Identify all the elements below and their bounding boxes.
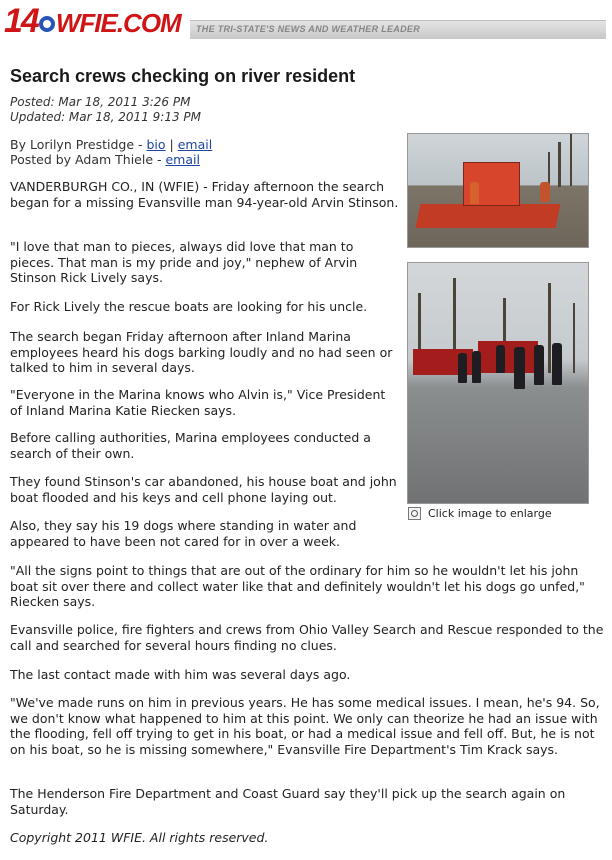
byline-author [10, 137, 212, 152]
magnify-icon [408, 507, 421, 520]
copyright: Copyright 2011 WFIE. All rights reserved. [10, 830, 269, 845]
paragraph: VANDERBURGH CO., IN (WFIE) - Friday afternoon the search began for a missing Evansville man 94-year-old Arvin Stinson. [10, 179, 399, 210]
updated-date: Updated: Mar 18, 2011 9:13 PM [10, 110, 201, 124]
fire-crew-photo[interactable] [407, 262, 589, 504]
paragraph: For Rick Lively the rescue boats are looking for his uncle. [10, 299, 368, 314]
site-logo[interactable] [4, 4, 181, 38]
site-header [0, 0, 612, 42]
logo-number: 14 [4, 2, 38, 40]
enlarge-caption: Click image to enlarge [428, 507, 552, 520]
paragraph: "All the signs point to things that are out of the ordinary for him so he wouldn't let his john boat sit over there and collect water like that and definitely wouldn't let his dogs go unfed," Riecken says. [10, 563, 585, 609]
eye-icon [39, 16, 55, 32]
article-title: Search crews checking on river resident [10, 66, 356, 86]
tagline: THE TRI-STATE'S NEWS AND WEATHER LEADER [196, 24, 420, 34]
posted-date: Posted: Mar 18, 2011 3:26 PM [10, 95, 191, 109]
paragraph: The last contact made with him was several days ago. [10, 667, 351, 682]
paragraph: "I love that man to pieces, always did love that man to pieces. That man is my pride and joy," nephew of Arvin Stinson Rick Lively says. [10, 239, 358, 285]
byline-author-text: By Lorilyn Prestidge - [10, 137, 147, 152]
paragraph: Before calling authorities, Marina employees conducted a search of their own. [10, 430, 371, 461]
logo-name: WFIE.COM [55, 8, 181, 38]
paragraph: The Henderson Fire Department and Coast Guard say they'll pick up the search again on Saturday. [10, 786, 566, 817]
author-email-link[interactable]: email [177, 137, 213, 152]
byline-separator: | [165, 137, 178, 152]
byline-poster-text: Posted by Adam Thiele - [10, 152, 166, 167]
paragraph: They found Stinson's car abandoned, his house boat and john boat flooded and his keys and cell phone laying out. [10, 474, 397, 505]
bio-link[interactable]: bio [146, 137, 166, 152]
paragraph: Evansville police, fire fighters and crews from Ohio Valley Search and Rescue responded to the call and searched for several hours finding no clues. [10, 622, 604, 653]
paragraph: Also, they say his 19 dogs where standing in water and appeared to have been not cared for in over a week. [10, 518, 357, 549]
byline-poster [10, 152, 200, 167]
paragraph: "We've made runs on him in previous years. He has some medical issues. I mean, he's 94. So, we don't know what happened to him at this point. We only can theorize he had an issue with the flooding, fell off trying to get in his boat, or had a medical issue and fell off. But, he is not on his boat, so he is missing somewhere," Evansville Fire Department's Tim Krack says. [10, 695, 600, 757]
tagline-bar [190, 20, 606, 39]
poster-email-link[interactable]: email [165, 152, 200, 167]
rescue-boat-photo[interactable] [407, 133, 589, 248]
enlarge-link[interactable] [408, 507, 552, 520]
paragraph: "Everyone in the Marina knows who Alvin is," Vice President of Inland Marina Katie Riecken says. [10, 387, 386, 418]
paragraph: The search began Friday afternoon after Inland Marina employees heard his dogs barking loudly and no had seen or talked to him in several days. [10, 329, 393, 375]
